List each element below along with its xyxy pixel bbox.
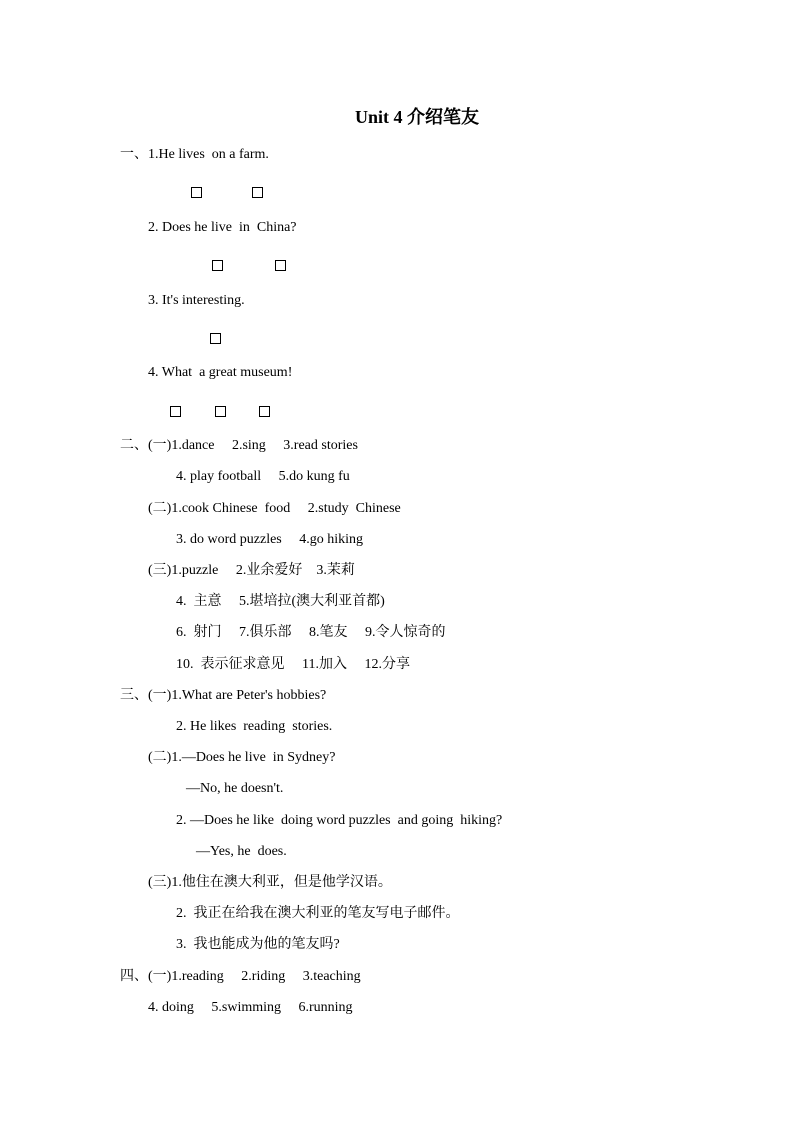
s3-part3-line2: 2. 我正在给我在澳大利亚的笔友写电子邮件。 [176,906,460,921]
checkbox-square[interactable] [210,333,221,344]
s3-part1-line2: 2. He likes reading stories. [176,719,333,734]
checkbox-square[interactable] [252,187,263,198]
s3-part3-line1: (三)1.他住在澳大利亚，但是他学汉语。 [148,875,392,890]
s3-part1-line1: 三、(一)1.What are Peter's hobbies? [120,688,327,703]
s2-part3-line4: 10. 表示征求意见 11.加入 12.分享 [176,657,410,672]
s3-part2-line1: (二)1.—Does he live in Sydney? [148,750,336,765]
s3-part2-line2: —No, he doesn't. [186,781,284,796]
s2-part3-line3: 6. 射门 7.俱乐部 8.笔友 9.令人惊奇的 [176,625,446,640]
s4-part1-line1: 四、(一)1.reading 2.riding 3.teaching [120,969,361,984]
s2-part1-line1: 二、(一)1.dance 2.sing 3.read stories [120,438,358,453]
s2-part1-line2: 4. play football 5.do kung fu [176,469,350,484]
s2-part3-line1: (三)1.puzzle 2.业余爱好 3.茉莉 [148,563,355,578]
checkbox-square[interactable] [215,406,226,417]
checkbox-square[interactable] [212,260,223,271]
s1-q4: 4. What a great museum! [148,365,293,380]
s1-q2: 2. Does he live in China? [148,220,297,235]
s2-part3-line2: 4. 主意 5.堪培拉(澳大利亚首都) [176,594,385,609]
s2-part2-line2: 3. do word puzzles 4.go hiking [176,532,364,547]
s2-part2-line1: (二)1.cook Chinese food 2.study Chinese [148,501,401,516]
s3-part3-line3: 3. 我也能成为他的笔友吗? [176,937,340,952]
checkbox-square[interactable] [191,187,202,198]
checkbox-square[interactable] [170,406,181,417]
s4-part1-line2: 4. doing 5.swimming 6.running [148,1000,353,1015]
page-title: Unit 4 介绍笔友 [354,107,479,127]
checkbox-square[interactable] [275,260,286,271]
s1-q3: 3. It's interesting. [148,293,245,308]
s1-q1: 一、1.He lives on a farm. [120,147,269,162]
s3-part2-line4: —Yes, he does. [196,844,287,859]
checkbox-square[interactable] [259,406,270,417]
s3-part2-line3: 2. —Does he like doing word puzzles and going hiking? [176,813,503,828]
